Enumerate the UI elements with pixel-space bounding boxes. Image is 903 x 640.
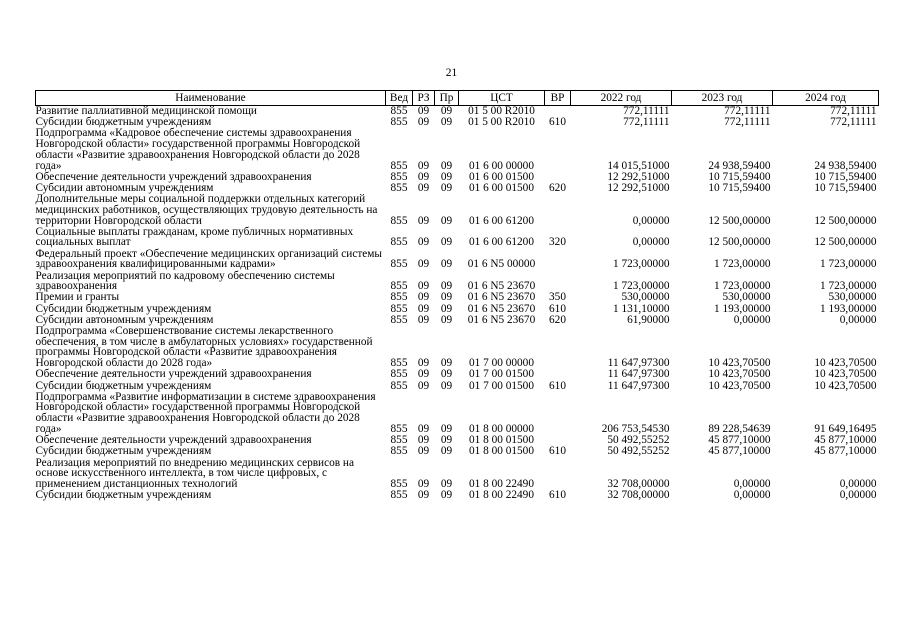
cell-2022: 1 131,10000 [613,302,670,315]
cell-2024: 530,00000 [828,291,877,304]
cell-2023: 530,00000 [722,291,771,304]
cell-rz: 09 [417,434,430,447]
cell-name: Федеральный проект «Обеспечение медицинских организаций системы здравоохранения квалифицированными кадрами» [35,247,383,271]
cell-2024: 10 715,59400 [814,181,877,194]
cell-2022: 50 492,55252 [607,434,670,447]
cell-2024: 45 877,10000 [814,445,877,458]
cell-vr: 610 [549,489,566,502]
cell-vr: 620 [549,313,566,326]
cell-pr: 09 [440,214,453,227]
cell-2022: 11 647,97300 [607,357,670,370]
cell-rz: 09 [417,170,430,183]
cell-pr: 09 [440,379,453,392]
cell-2022: 772,11111 [623,105,670,117]
cell-name: Обеспечение деятельности учреждений здравоохранения [35,434,312,447]
cell-rz: 09 [417,379,430,392]
header-pr: Пр [435,91,459,106]
cell-2022: 12 292,51000 [607,170,670,183]
cell-name: Субсидии бюджетным учреждениям [35,302,212,315]
cell-2022: 0,00000 [632,236,670,249]
cell-2022: 14 015,51000 [607,159,670,172]
table-row [36,458,879,491]
cell-2023: 12 500,00000 [708,236,771,249]
cell-2023: 24 938,59400 [708,159,771,172]
cell-vr: 610 [549,379,566,392]
cell-ved: 855 [390,105,408,117]
cell-pr: 09 [440,357,453,370]
cell-pr: 09 [440,116,453,129]
cell-cst: 01 7 00 01500 [469,368,534,381]
cell-2024: 24 938,59400 [814,159,877,172]
cell-rz: 09 [417,159,430,172]
cell-ved: 855 [390,258,408,271]
cell-name: Субсидии автономным учреждениям [35,313,214,326]
cell-vr [545,458,571,491]
cell-rz: 09 [417,357,430,370]
cell-vr [545,194,571,227]
cell-vr [545,326,571,369]
cell-rz: 09 [417,116,430,129]
cell-rz: 09 [417,489,430,502]
cell-name: Субсидии бюджетным учреждениям [35,489,212,502]
header-2023: 2023 год [672,91,773,106]
cell-cst: 01 6 00 61200 [469,214,534,227]
cell-pr: 09 [440,313,453,326]
table-row [36,369,879,380]
cell-name: Подпрограмма «Развитие информатизации в системе здравоохранения Новгородской области» государственной программы Новгородской области «Развитие здравоохранения Новгородской области до 2028 года» [35,390,376,435]
page-number: 21 [445,67,458,79]
cell-cst: 01 8 00 22490 [469,477,534,490]
cell-2024: 12 500,00000 [814,214,877,227]
table-row [36,392,879,435]
cell-ved: 855 [390,280,408,293]
cell-cst: 01 6 N5 23670 [467,280,536,293]
cell-cst: 01 6 N5 23670 [467,313,536,326]
cell-ved: 855 [390,214,408,227]
cell-pr: 09 [440,445,453,458]
cell-2023: 772,11111 [724,116,771,129]
cell-2023: 12 500,00000 [708,214,771,227]
cell-2024: 0,00000 [839,477,877,490]
cell-vr: 610 [549,302,566,315]
cell-cst: 01 5 00 R2010 [468,116,535,129]
cell-cst: 01 7 00 00000 [469,357,534,370]
cell-cst: 01 8 00 22490 [469,489,534,502]
cell-name: Субсидии бюджетным учреждениям [35,379,212,392]
cell-pr: 09 [440,159,453,172]
table-row [36,194,879,227]
header-vr: ВР [545,91,571,106]
cell-2022: 0,00000 [632,214,670,227]
cell-pr: 09 [440,489,453,502]
cell-cst: 01 7 00 01500 [469,379,534,392]
cell-pr: 09 [440,291,453,304]
cell-pr: 09 [440,258,453,271]
header-cst: ЦСТ [459,91,545,106]
cell-2022: 32 708,00000 [607,489,670,502]
cell-cst: 01 6 00 61200 [469,236,534,249]
cell-ved: 855 [390,181,408,194]
cell-rz: 09 [417,445,430,458]
cell-rz: 09 [417,422,430,435]
cell-vr [545,369,571,380]
cell-rz: 09 [417,105,430,117]
cell-cst: 01 6 00 01500 [469,170,534,183]
cell-2022: 12 292,51000 [607,181,670,194]
cell-pr: 09 [440,236,453,249]
cell-2023: 10 715,59400 [708,181,771,194]
cell-rz: 09 [417,214,430,227]
cell-2023: 1 723,00000 [714,280,771,293]
cell-cst: 01 8 00 00000 [469,422,534,435]
cell-ved: 855 [390,422,408,435]
table-row [36,227,879,249]
cell-2022: 50 492,55252 [607,445,670,458]
cell-rz: 09 [417,368,430,381]
cell-vr: 350 [549,291,566,304]
cell-2024: 0,00000 [839,313,877,326]
cell-rz: 09 [417,280,430,293]
cell-rz: 09 [417,291,430,304]
header-rz: РЗ [413,91,435,106]
budget-table [35,90,879,501]
cell-2023: 10 423,70500 [708,357,771,370]
cell-ved: 855 [390,368,408,381]
cell-name: Субсидии бюджетным учреждениям [35,445,212,458]
table-row [36,446,879,457]
cell-name: Подпрограмма «Совершенствование системы лекарственного обеспечения, в том числе в амбулаторных условиях» государственной программы Новгородской области «Развитие здравоохранения Новгородской области до 2028 года» [35,325,373,370]
cell-2022: 32 708,00000 [607,477,670,490]
cell-pr: 09 [440,302,453,315]
cell-ved: 855 [390,379,408,392]
cell-rz: 09 [417,181,430,194]
cell-ved: 855 [390,477,408,490]
cell-rz: 09 [417,236,430,249]
cell-vr: 620 [549,181,566,194]
table-body [36,106,879,502]
cell-name: Подпрограмма «Кадровое обеспечение системы здравоохранения Новгородской области» государственной программы Новгородской области «Развитие здравоохранения Новгородской области до 2028 года» [35,127,361,172]
cell-pr: 09 [440,434,453,447]
cell-name: Премии и гранты [35,291,120,304]
cell-vr: 320 [549,236,566,249]
cell-name: Дополнительные меры социальной поддержки отдельных категорий медицинских работников, осуществляющих трудовую деятельность на территории Новгородской области [35,193,378,227]
cell-2023: 45 877,10000 [708,434,771,447]
cell-cst: 01 6 00 00000 [469,159,534,172]
cell-name: Реализация мероприятий по кадровому обеспечению системы здравоохранения [35,269,335,293]
cell-rz: 09 [417,302,430,315]
cell-2024: 91 649,16495 [814,422,877,435]
header-name: Наименование [36,91,386,106]
cell-pr: 09 [440,368,453,381]
cell-cst: 01 5 00 R2010 [468,105,535,117]
cell-2024: 772,11111 [830,105,877,117]
cell-pr: 09 [440,280,453,293]
cell-2024: 0,00000 [839,489,877,502]
cell-ved: 855 [390,291,408,304]
cell-pr: 09 [440,422,453,435]
cell-2024: 45 877,10000 [814,434,877,447]
cell-2023: 89 228,54639 [708,422,771,435]
cell-pr: 09 [440,105,453,117]
cell-vr [545,249,571,271]
cell-2023: 45 877,10000 [708,445,771,458]
cell-2022: 530,00000 [621,291,670,304]
cell-2024: 772,11111 [830,116,877,129]
cell-ved: 855 [390,302,408,315]
cell-ved: 855 [390,159,408,172]
header-ved: Вед [386,91,413,106]
cell-2023: 0,00000 [733,313,771,326]
cell-name: Обеспечение деятельности учреждений здравоохранения [35,170,312,183]
cell-rz: 09 [417,258,430,271]
table-row [36,326,879,369]
cell-2024: 10 423,70500 [814,379,877,392]
table-row [36,292,879,303]
cell-cst: 01 6 N5 00000 [467,258,536,271]
cell-ved: 855 [390,236,408,249]
cell-vr [545,128,571,171]
cell-2024: 1 723,00000 [820,280,877,293]
table-header-row [36,91,879,106]
cell-2022: 61,90000 [627,313,670,326]
cell-cst: 01 6 00 01500 [469,181,534,194]
table-row [36,249,879,271]
cell-vr [545,392,571,435]
cell-cst: 01 6 N5 23670 [467,302,536,315]
cell-name: Реализация мероприятий по внедрению медицинских сервисов на основе искусственного интеллекта, в том числе цифровых, с применением дистанционных технологий [35,456,354,490]
cell-2023: 0,00000 [733,489,771,502]
cell-name: Социальные выплаты гражданам, кроме публичных нормативных социальных выплат [35,225,354,249]
cell-2022: 206 753,54530 [601,422,670,435]
cell-name: Развитие паллиативной медицинской помощи [35,105,257,117]
table-row [36,128,879,171]
cell-ved: 855 [390,434,408,447]
cell-vr [545,271,571,293]
cell-2024: 10 423,70500 [814,368,877,381]
cell-2023: 10 715,59400 [708,170,771,183]
table-row [36,490,879,501]
cell-ved: 855 [390,445,408,458]
cell-2023: 10 423,70500 [708,379,771,392]
cell-ved: 855 [390,313,408,326]
cell-name: Обеспечение деятельности учреждений здравоохранения [35,368,312,381]
cell-2024: 1 193,00000 [820,302,877,315]
cell-ved: 855 [390,357,408,370]
cell-cst: 01 6 N5 23670 [467,291,536,304]
cell-2022: 11 647,97300 [607,368,670,381]
cell-2024: 1 723,00000 [820,258,877,271]
cell-cst: 01 8 00 01500 [469,434,534,447]
cell-2024: 10 715,59400 [814,170,877,183]
cell-2024: 12 500,00000 [814,236,877,249]
table-row [36,271,879,293]
cell-name: Субсидии бюджетным учреждениям [35,116,212,129]
cell-2022: 1 723,00000 [613,280,670,293]
cell-vr: 610 [549,116,566,129]
cell-2024: 10 423,70500 [814,357,877,370]
cell-cst: 01 8 00 01500 [469,445,534,458]
cell-2022: 772,11111 [623,116,670,129]
cell-ved: 855 [390,489,408,502]
cell-rz: 09 [417,477,430,490]
cell-2022: 11 647,97300 [607,379,670,392]
header-2024: 2024 год [773,91,879,106]
cell-2022: 1 723,00000 [613,258,670,271]
cell-name: Субсидии автономным учреждениям [35,181,214,194]
cell-pr: 09 [440,477,453,490]
header-2022: 2022 год [571,91,672,106]
cell-ved: 855 [390,116,408,129]
cell-2023: 1 193,00000 [714,302,771,315]
cell-pr: 09 [440,181,453,194]
cell-rz: 09 [417,313,430,326]
cell-2023: 772,11111 [724,105,771,117]
cell-ved: 855 [390,170,408,183]
cell-2023: 1 723,00000 [714,258,771,271]
cell-vr: 610 [549,445,566,458]
cell-pr: 09 [440,170,453,183]
cell-2023: 10 423,70500 [708,368,771,381]
cell-2023: 0,00000 [733,477,771,490]
